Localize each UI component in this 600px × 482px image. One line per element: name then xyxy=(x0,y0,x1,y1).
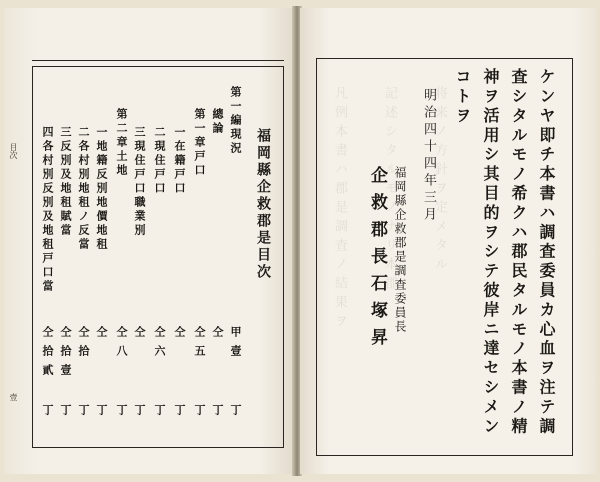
right-page xyxy=(300,8,596,474)
toc-heading: 總論 xyxy=(211,108,224,136)
toc-page-ref: 仝拾 xyxy=(77,326,90,364)
signature: 企救郡長石塚昇 xyxy=(367,166,387,355)
toc-page-unit: 丁 xyxy=(153,404,166,415)
preface-frame xyxy=(316,58,573,456)
toc-page-unit: 丁 xyxy=(115,404,128,415)
contents-title: 福岡縣企救郡是目次 xyxy=(255,128,271,281)
committee-line: 福岡縣企救郡是調査委員長 xyxy=(393,166,407,334)
toc-heading: 三反別及地租賦當 xyxy=(59,126,72,238)
toc-heading: 一在籍戸口 xyxy=(173,126,186,196)
toc-page-ref: 仝六 xyxy=(153,326,166,364)
toc-page-ref: 甲壹 xyxy=(229,326,242,364)
toc-page-unit: 丁 xyxy=(193,404,206,415)
toc-heading: 第一編現況 xyxy=(229,86,242,156)
toc-heading: 二各村別地租ノ反當 xyxy=(77,126,90,252)
toc-page-unit: 丁 xyxy=(95,404,108,415)
toc-page-unit: 丁 xyxy=(59,404,72,415)
top-rule xyxy=(32,60,284,61)
preface-line: ケンヤ即チ本書ハ調査委員カ心血ヲ注テ調 xyxy=(537,68,556,437)
toc-page-ref: 仝 xyxy=(211,326,224,345)
margin-page-number: 壹 xyxy=(9,393,18,401)
toc-page-unit: 丁 xyxy=(211,404,224,415)
toc-page-unit: 丁 xyxy=(173,404,186,415)
toc-page-unit: 丁 xyxy=(133,404,146,415)
preface-line: 査シタルモノ希クハ郡民タルモノ本書ノ精 xyxy=(509,68,528,437)
toc-heading: 四各村別反別及地租戸口當 xyxy=(41,126,54,294)
toc-page-ref: 仝 xyxy=(173,326,186,345)
date-line: 明治四十四年三月 xyxy=(421,88,436,224)
toc-page-ref: 仝五 xyxy=(193,326,206,364)
toc-page-ref: 仝 xyxy=(95,326,108,345)
toc-heading: 第一章戸口 xyxy=(193,108,206,178)
toc-page-unit: 丁 xyxy=(41,404,54,415)
toc-heading: 三現住戸口職業別 xyxy=(133,126,146,238)
toc-heading: 一地籍反別地價地租 xyxy=(95,126,108,252)
toc-page-ref: 仝八 xyxy=(115,326,128,364)
preface-line: コトヲ xyxy=(453,68,472,127)
bleed-through-text: 記述シタルモノナリ本郡 xyxy=(382,86,397,295)
left-page xyxy=(4,8,294,474)
contents-frame xyxy=(32,66,284,448)
toc-page-unit: 丁 xyxy=(229,404,242,415)
toc-page-ref: 仝 xyxy=(133,326,146,345)
toc-heading: 第二章土地 xyxy=(115,108,128,178)
bleed-through-text: 将来ノ方針ヲ定メタル xyxy=(432,86,447,276)
preface-line: 神ヲ活用シ其目的ヲシテ彼岸ニ達セシメン xyxy=(481,68,500,437)
margin-label: 目次 xyxy=(9,143,18,159)
toc-page-ref: 仝拾壹 xyxy=(59,326,72,383)
toc-page-ref: 仝拾貳 xyxy=(41,326,54,383)
toc-page-unit: 丁 xyxy=(77,404,90,415)
toc-heading: 二現住戸口 xyxy=(153,126,166,196)
bleed-through-text: 凡例本書ハ郡是調査ノ結果ヲ xyxy=(332,86,347,333)
